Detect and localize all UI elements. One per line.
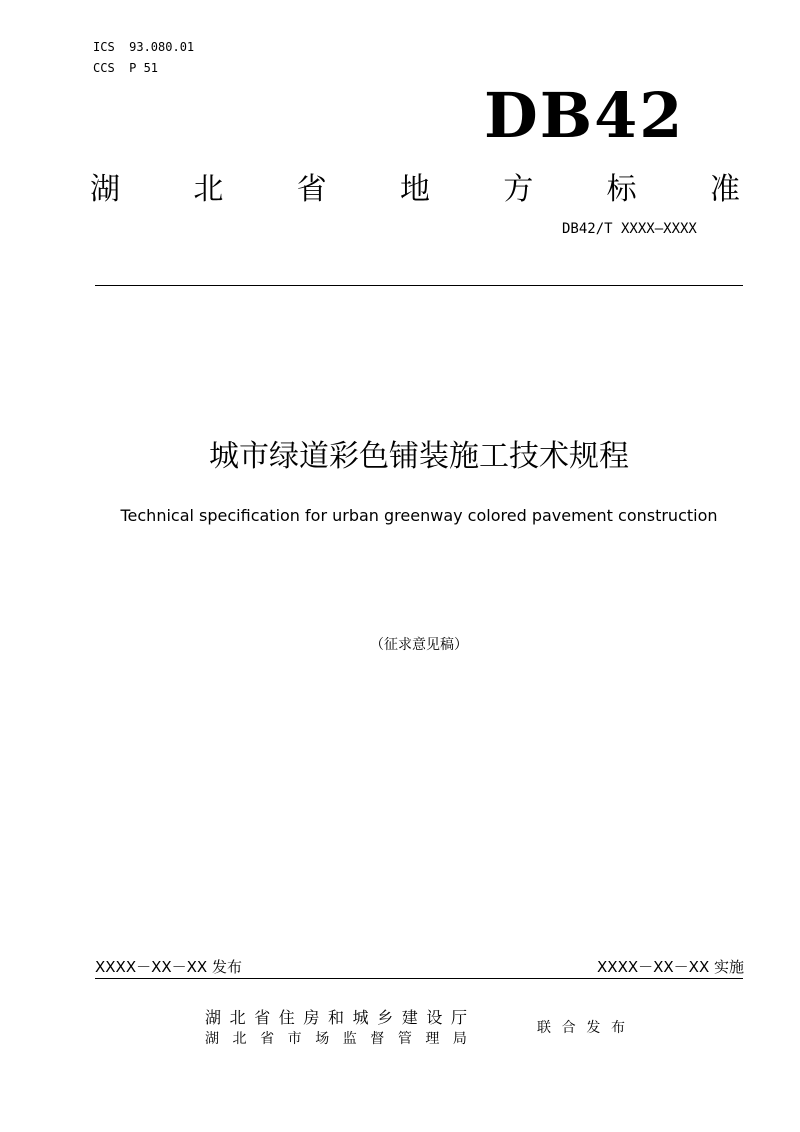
joint-release-label	[537, 1019, 625, 1037]
issuer-char: 理	[425, 1031, 440, 1047]
issuer-char: 市	[287, 1031, 302, 1047]
issuer-char: 住	[278, 1008, 295, 1027]
standard-type-heading	[90, 166, 740, 206]
issuer-char: 督	[370, 1031, 385, 1047]
ccs-code: CCS P 51	[93, 61, 159, 75]
issuer-org-housing	[205, 1008, 467, 1028]
issuer-char: 监	[342, 1031, 357, 1047]
document-title-english: Technical specification for urban greenway colored pavement construction	[120, 506, 718, 525]
draft-note: （征求意见稿）	[370, 637, 468, 653]
issuer-char: 厅	[450, 1008, 467, 1027]
joint-char: 合	[561, 1020, 576, 1036]
issuer-char: 湖	[205, 1031, 219, 1047]
standard-type-char: 地	[399, 172, 430, 207]
standard-logo: DB42	[484, 79, 685, 152]
issuer-char: 省	[260, 1031, 275, 1047]
issuer-char: 湖	[205, 1008, 222, 1027]
standard-type-char: 方	[503, 172, 534, 207]
issuer-char: 建	[401, 1008, 418, 1027]
implementation-date: XXXX－XX－XX 实施	[597, 958, 744, 976]
standard-type-char: 湖	[90, 172, 120, 207]
issuer-char: 设	[426, 1008, 443, 1027]
standard-type-char: 准	[709, 172, 740, 207]
joint-char: 发	[586, 1020, 601, 1036]
document-title-chinese: 城市绿道彩色铺装施工技术规程	[209, 439, 629, 474]
issuer-org-market	[205, 1030, 467, 1048]
issue-date: XXXX－XX－XX 发布	[95, 958, 242, 976]
issuer-char: 房	[303, 1008, 320, 1027]
issuer-char: 管	[397, 1031, 412, 1047]
standard-number: DB42/T XXXX—XXXX	[562, 221, 697, 237]
standard-type-char: 北	[193, 172, 224, 207]
issuer-char: 北	[232, 1031, 247, 1047]
joint-char: 布	[610, 1020, 625, 1036]
issuer-char: 场	[315, 1031, 330, 1047]
ics-code: ICS 93.080.01	[93, 40, 195, 54]
top-divider	[95, 285, 743, 286]
standard-type-char: 省	[296, 172, 327, 207]
standard-type-char: 标	[606, 172, 637, 207]
joint-char: 联	[537, 1020, 551, 1036]
bottom-divider	[95, 978, 743, 979]
issuer-char: 北	[229, 1008, 246, 1027]
issuer-char: 省	[254, 1008, 271, 1027]
issuer-char: 城	[352, 1008, 369, 1027]
issuer-char: 乡	[377, 1008, 394, 1027]
issuer-char: 局	[452, 1031, 467, 1047]
issuer-char: 和	[327, 1008, 344, 1027]
